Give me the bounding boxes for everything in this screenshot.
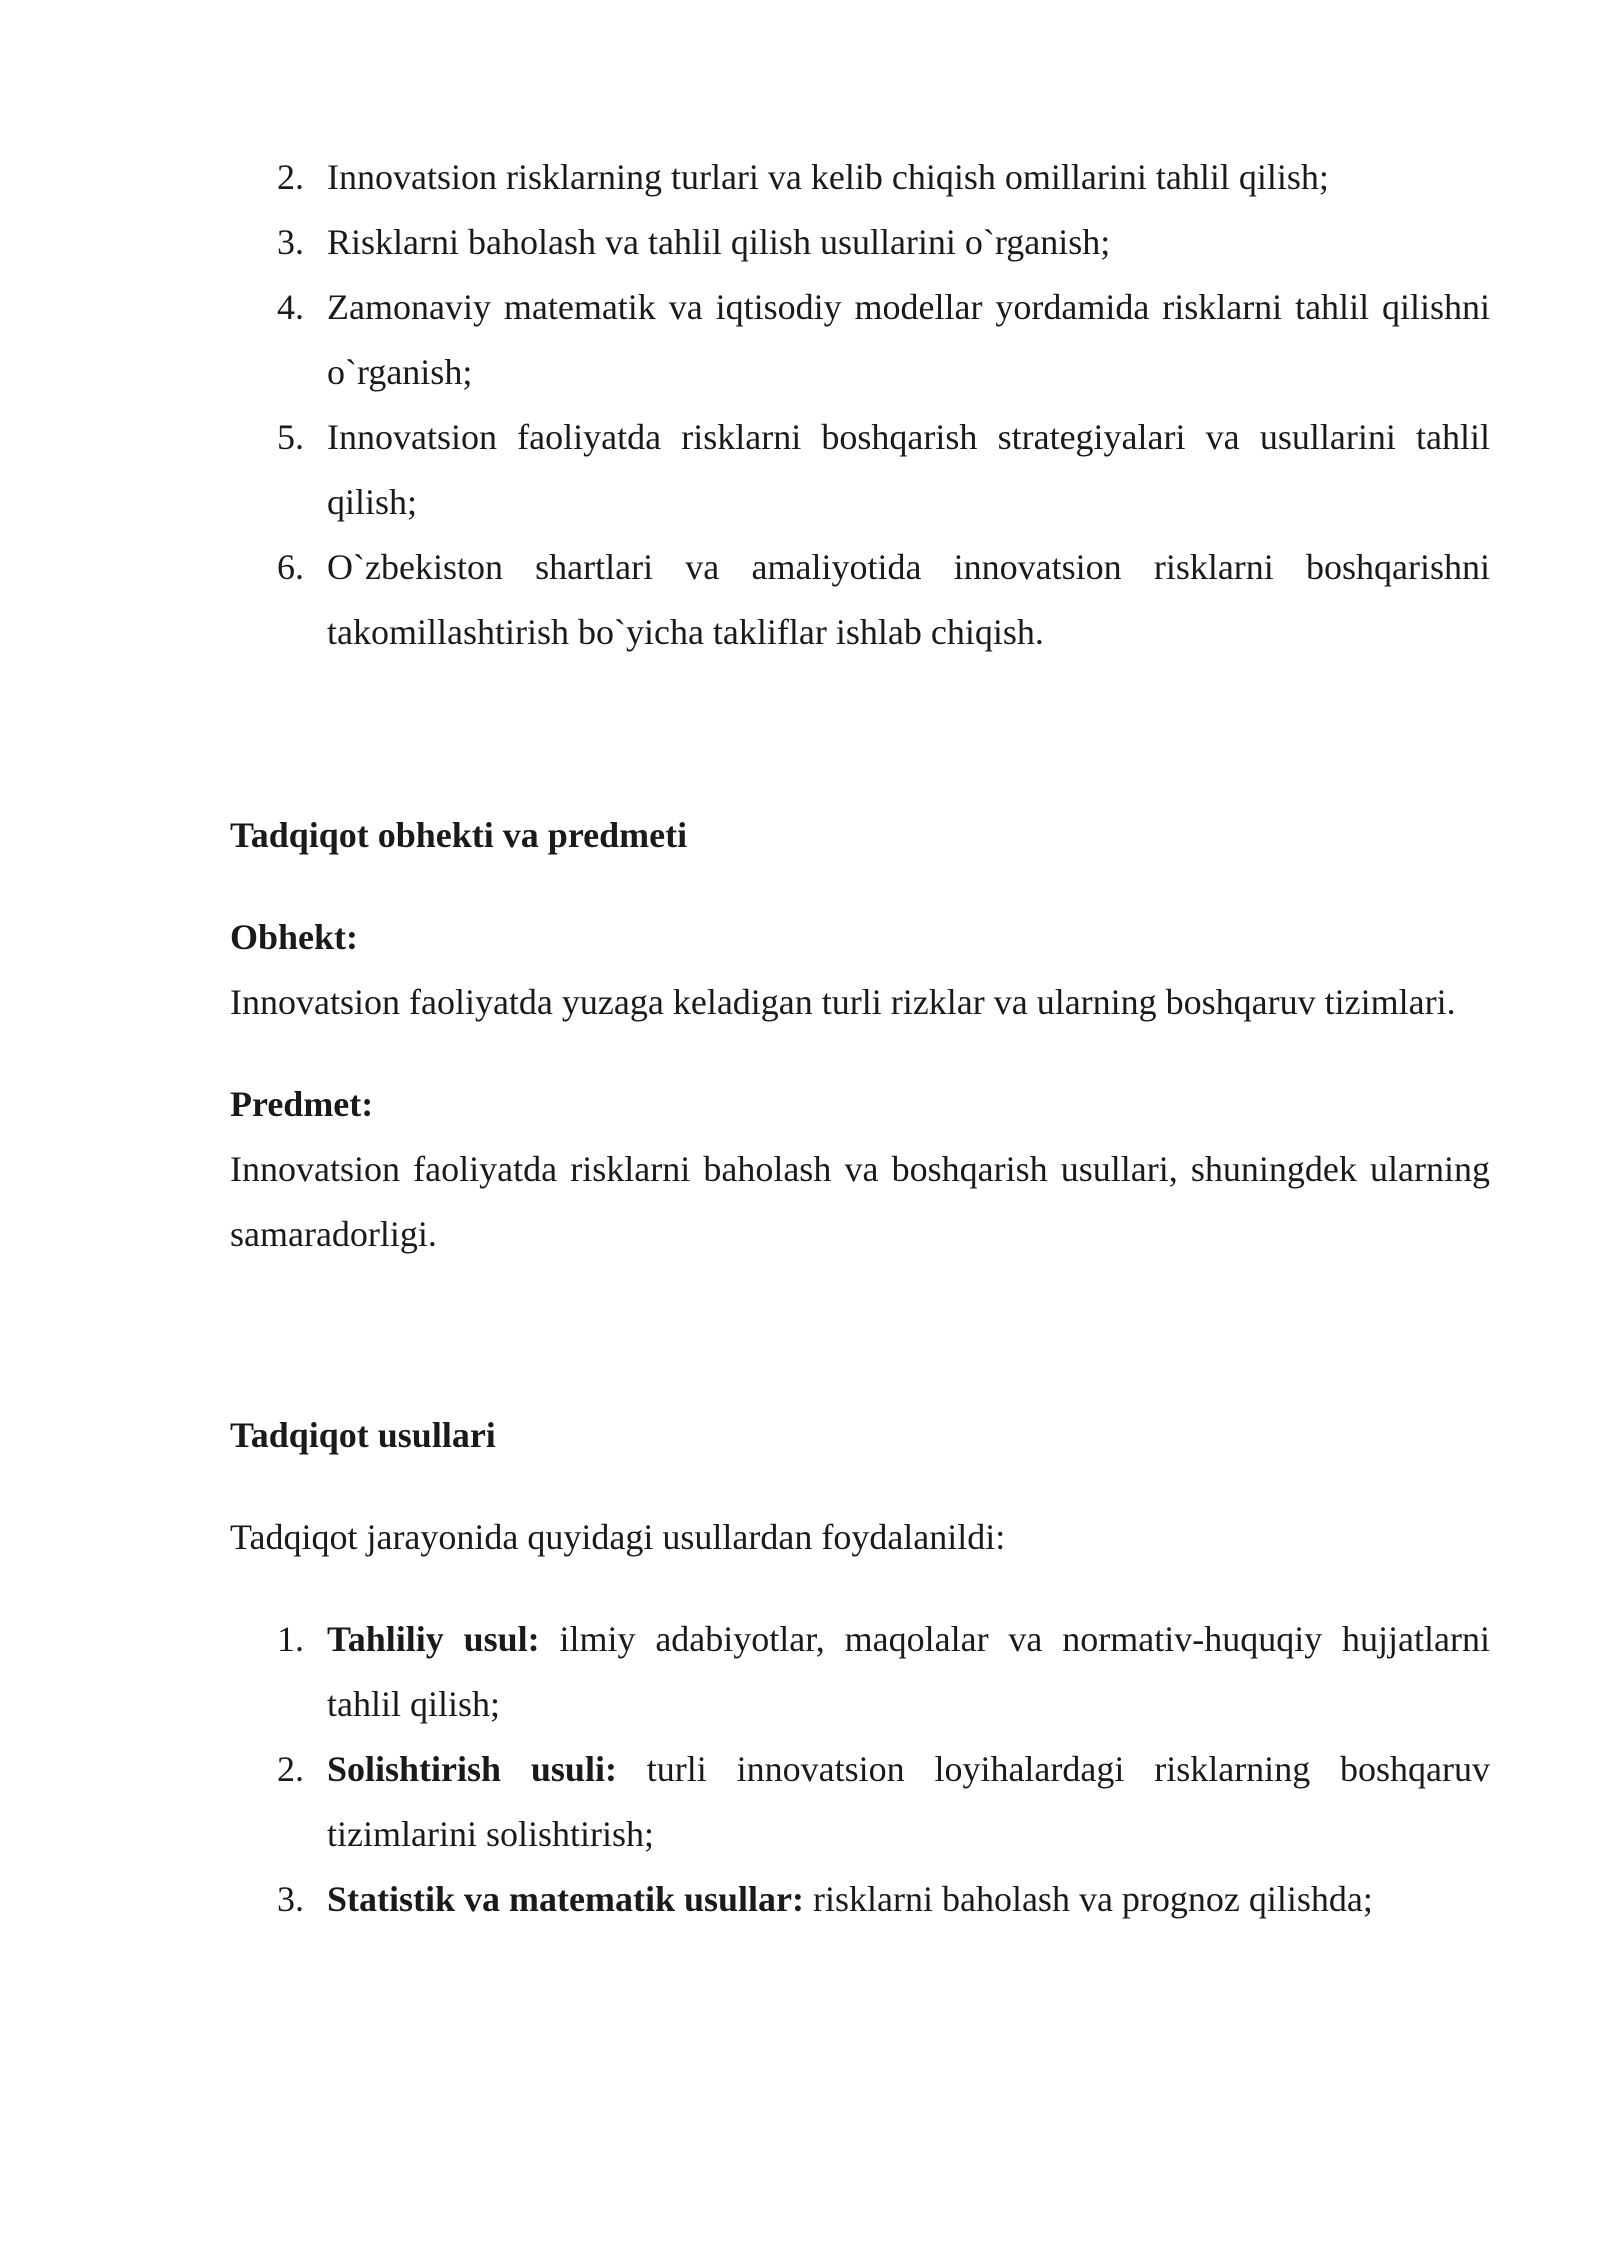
list-item-number: 2.: [277, 157, 304, 197]
list-item-text: Risklarni baholash va tahlil qilish usullarini o`rganish;: [327, 222, 1111, 262]
list-item: [230, 275, 1490, 405]
list-item: [230, 405, 1490, 535]
list-item-number: 3.: [277, 1879, 304, 1919]
subject-text: Innovatsion faoliyatda risklarni baholash va boshqarish usullari, shuningdek ularning samaradorligi.: [230, 1149, 1490, 1254]
methods-list: [230, 1607, 1490, 1932]
list-item-text: Innovatsion faoliyatda risklarni boshqarish strategiyalari va usullarini tahlil qilish;: [327, 417, 1490, 522]
object-block: [230, 905, 1490, 1035]
list-item-text: O`zbekiston shartlari va amaliyotida innovatsion risklarni boshqarishni takomillashtirish bo`yicha takliflar ishlab chiqish.: [327, 547, 1490, 652]
tasks-list: [230, 145, 1490, 665]
list-item-number: 1.: [277, 1619, 304, 1659]
list-item: [230, 535, 1490, 665]
list-item-label: Tahliliy usul:: [327, 1619, 540, 1659]
subject-label: Predmet:: [230, 1084, 374, 1124]
list-item-text: Zamonaviy matematik va iqtisodiy modellar yordamida risklarni tahlil qilishni o`rganish;: [327, 287, 1490, 392]
subject-block: [230, 1072, 1490, 1267]
list-item-label: Statistik va matematik usullar:: [327, 1879, 804, 1919]
list-item: [230, 1607, 1490, 1737]
list-item-number: 6.: [277, 547, 304, 587]
list-item-number: 4.: [277, 287, 304, 327]
document-page: [230, 145, 1490, 1932]
list-item-text: ilmiy adabiyotlar, maqolalar va normativ-huquqiy hujjatlarni tahlil qilish;: [327, 1619, 1490, 1724]
object-text: Innovatsion faoliyatda yuzaga keladigan turli rizklar va ularning boshqaruv tizimlari.: [230, 982, 1456, 1022]
list-item: [230, 145, 1490, 210]
list-item: [230, 1737, 1490, 1867]
list-item-number: 3.: [277, 222, 304, 262]
list-item: [230, 1867, 1490, 1932]
list-item-number: 2.: [277, 1749, 304, 1789]
list-item-text: turli innovatsion loyihalardagi risklarning boshqaruv tizimlarini solishtirish;: [327, 1749, 1490, 1854]
list-item: [230, 210, 1490, 275]
list-item-text: risklarni baholash va prognoz qilishda;: [804, 1879, 1373, 1919]
section-heading-object: Tadqiqot obhekti va predmeti: [230, 815, 688, 855]
object-label: Obhekt:: [230, 917, 359, 957]
methods-intro: Tadqiqot jarayonida quyidagi usullardan foydalanildi:: [230, 1517, 1006, 1557]
list-item-label: Solishtirish usuli:: [327, 1749, 617, 1789]
list-item-text: Innovatsion risklarning turlari va kelib chiqish omillarini tahlil qilish;: [327, 157, 1329, 197]
list-item-number: 5.: [277, 417, 304, 457]
section-heading-methods: Tadqiqot usullari: [230, 1415, 496, 1455]
